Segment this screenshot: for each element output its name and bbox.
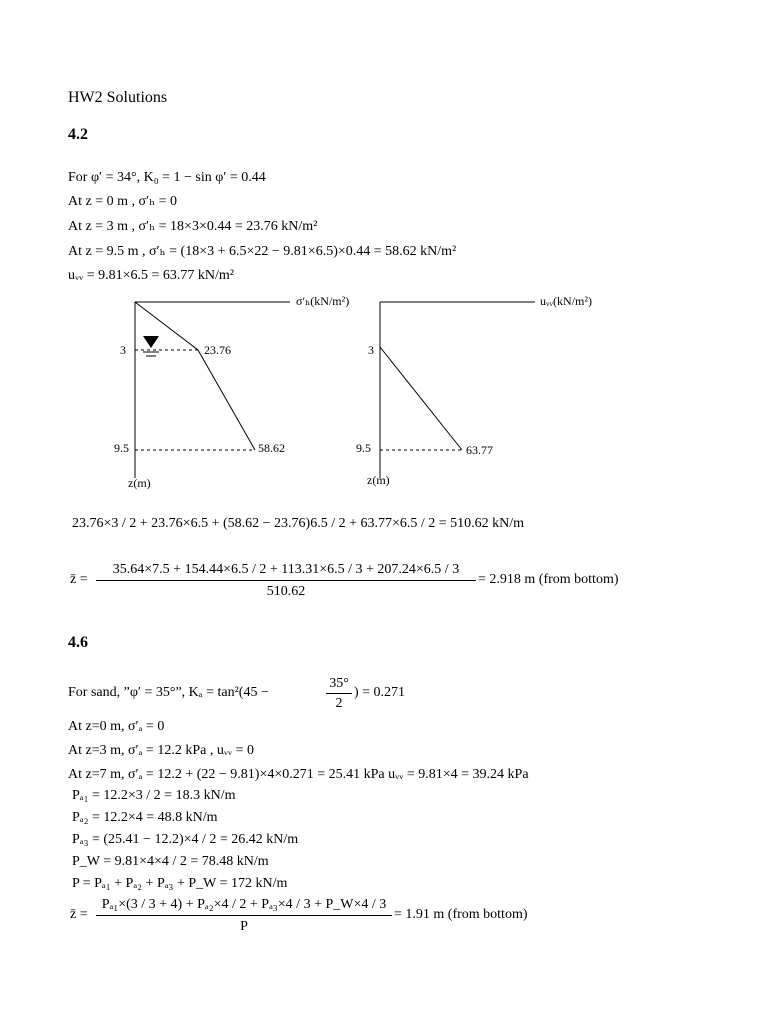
eq-line-z0-46: At z=0 m, σ′ₐ = 0 <box>68 719 165 734</box>
eq-line-pa1: Pₐ₁ = 12.2×3 / 2 = 18.3 kN/m <box>72 788 236 803</box>
pore-pressure-diagram <box>356 294 592 487</box>
eq-line-sand-ka: For sand, ”φ′ = 35°”, Kₐ = tan²(45 − <box>68 685 269 700</box>
left-value-label-58-62: 58.62 <box>258 441 285 455</box>
water-table-icon <box>143 336 159 348</box>
eq-line-z9-5: At z = 9.5 m , σ′ₕ = (18×3 + 6.5×22 − 9.81×6.5)×0.44 = 58.62 kN/m² <box>68 244 457 259</box>
eq-line-pw: P_W = 9.81×4×4 / 2 = 78.48 kN/m <box>72 854 269 869</box>
section-heading-4-2: 4.2 <box>68 126 88 143</box>
left-depth-label-3: 3 <box>120 343 126 357</box>
sand-frac-numerator: 35° <box>329 676 349 691</box>
zbar-lhs-4-6: z̄ = <box>70 907 88 922</box>
zbar-fraction-bar-4-6 <box>96 915 392 916</box>
stress-profile-line <box>135 302 255 450</box>
eq-line-z7-46: At z=7 m, σ′ₐ = 12.2 + (22 − 9.81)×4×0.271 = 25.41 kPa uᵥᵥ = 9.81×4 = 39.24 kPa <box>68 767 529 782</box>
left-axis-label: σ′ₕ(kN/m²) <box>296 294 350 308</box>
zbar-fraction-bar-4-2 <box>96 580 476 581</box>
total-force-equation: 23.76×3 / 2 + 23.76×6.5 + (58.62 − 23.76)6.5 / 2 + 63.77×6.5 / 2 = 510.62 kN/m <box>72 516 525 531</box>
eq-line-z0: At z = 0 m , σ′ₕ = 0 <box>68 194 178 209</box>
zbar-denominator-4-2: 510.62 <box>266 584 306 599</box>
zbar-result-4-2: = 2.918 m (from bottom) <box>478 572 619 587</box>
left-z-label: z(m) <box>128 476 151 490</box>
eq-line-pa2: Pₐ₂ = 12.2×4 = 48.8 kN/m <box>72 810 218 825</box>
zbar-numerator-4-6: Pₐ₁×(3 / 3 + 4) + Pₐ₂×4 / 2 + Pₐ₃×4 / 3 + P_W×4 / 3 <box>101 897 387 912</box>
zbar-numerator-4-2: 35.64×7.5 + 154.44×6.5 / 2 + 113.31×6.5 / 3 + 207.24×6.5 / 3 <box>112 562 460 577</box>
page-title: HW2 Solutions <box>68 89 168 106</box>
left-depth-label-9-5: 9.5 <box>114 441 129 455</box>
pore-pressure-profile-line <box>380 347 462 450</box>
eq-line-uw: uᵥᵥ = 9.81×6.5 = 63.77 kN/m² <box>68 268 235 283</box>
right-value-label-63-77: 63.77 <box>466 443 493 457</box>
left-value-label-23-76: 23.76 <box>204 343 231 357</box>
right-axis-label: uᵥᵥ(kN/m²) <box>540 294 592 308</box>
eq-line-p-total: P = Pₐ₁ + Pₐ₂ + Pₐ₃ + P_W = 172 kN/m <box>72 876 288 891</box>
right-z-label: z(m) <box>367 473 390 487</box>
eq-line-k0: For φ′ = 34°, K₀ = 1 − sin φ′ = 0.44 <box>68 170 266 185</box>
sand-frac-bar <box>326 693 352 694</box>
zbar-denominator-4-6: P <box>240 919 248 934</box>
right-depth-label-3: 3 <box>368 343 374 357</box>
zbar-result-4-6: = 1.91 m (from bottom) <box>394 907 528 922</box>
sand-frac-denominator: 2 <box>335 696 343 711</box>
section-heading-4-6: 4.6 <box>68 634 88 651</box>
zbar-lhs-4-2: z̄ = <box>70 572 88 587</box>
right-depth-label-9-5: 9.5 <box>356 441 371 455</box>
eq-line-z3-46: At z=3 m, σ′ₐ = 12.2 kPa , uᵥᵥ = 0 <box>68 743 254 758</box>
eq-line-pa3: Pₐ₃ = (25.41 − 12.2)×4 / 2 = 26.42 kN/m <box>72 832 299 847</box>
eq-line-z3: At z = 3 m , σ′ₕ = 18×3×0.44 = 23.76 kN/m² <box>68 219 318 234</box>
effective-stress-diagram <box>114 294 349 490</box>
sand-ka-result: ) = 0.271 <box>354 685 406 700</box>
